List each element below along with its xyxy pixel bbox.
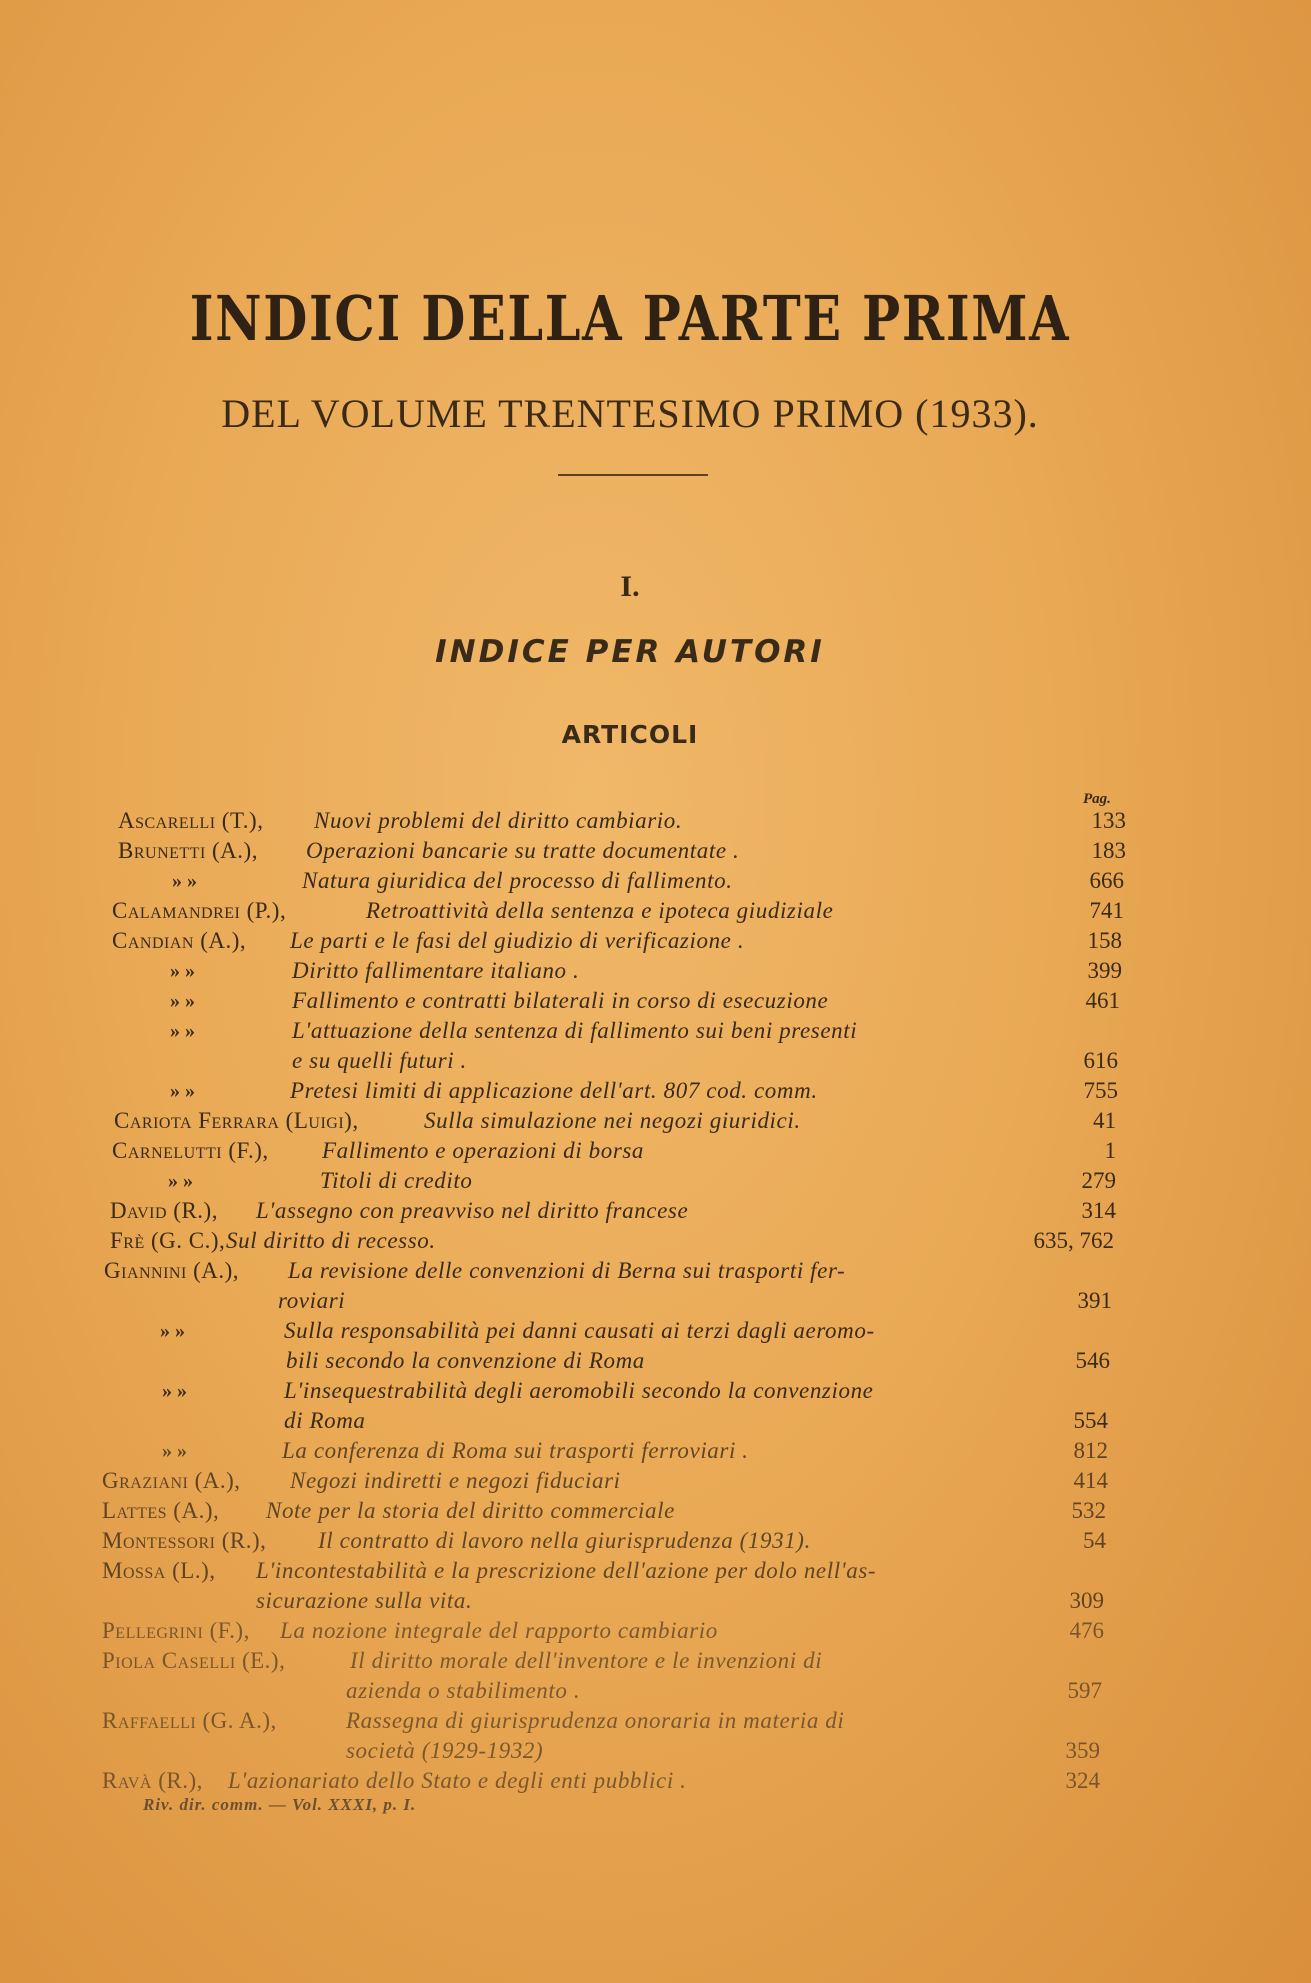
entry-page-number: 279 — [1081, 1168, 1116, 1193]
index-entry — [0, 836, 1311, 866]
entry-ditto-mark: » » — [162, 1380, 187, 1402]
index-entry — [0, 1736, 1311, 1766]
entry-author: Piola Caselli (E.), — [102, 1648, 286, 1673]
entry-title: Operazioni bancarie su tratte documentate . — [306, 838, 740, 863]
entry-author: Montessori (R.), — [102, 1528, 267, 1553]
entry-page-number: 635, 762 — [1033, 1228, 1114, 1253]
entry-page-number: 1 — [1104, 1138, 1116, 1163]
entry-title: Diritto fallimentare italiano . — [292, 958, 580, 983]
entry-title: Natura giuridica del processo di fallimento. — [302, 868, 733, 893]
entry-page-number: 158 — [1087, 928, 1122, 953]
index-entry — [0, 1226, 1311, 1256]
entry-author: David (R.), — [110, 1198, 218, 1223]
page-column-label: Pag. — [1083, 791, 1111, 807]
section-number: I. — [620, 570, 640, 603]
entry-title: Le parti e le fasi del giudizio di verificazione . — [290, 928, 745, 953]
entry-title: Retroattività della sentenza e ipoteca giudiziale — [366, 898, 834, 923]
section-title: INDICE PER AUTORI — [435, 634, 825, 670]
entry-ditto-mark: » » — [170, 1020, 195, 1042]
index-entry — [0, 1376, 1311, 1406]
entry-page-number: 532 — [1071, 1498, 1106, 1523]
entry-author: Cariota Ferrara (Luigi), — [114, 1108, 359, 1133]
entry-page-number: 597 — [1067, 1678, 1102, 1703]
entry-page-number: 314 — [1081, 1198, 1116, 1223]
entry-title: La conferenza di Roma sui trasporti ferroviari . — [282, 1438, 749, 1463]
entry-title: Titoli di credito — [320, 1168, 473, 1193]
entry-page-number: 812 — [1073, 1438, 1108, 1463]
entry-author: Frè (G. C.), — [110, 1228, 226, 1253]
entry-author: Graziani (A.), — [102, 1468, 241, 1493]
entry-title: Negozi indiretti e negozi fiduciari — [290, 1468, 621, 1493]
entry-page-number: 755 — [1083, 1078, 1118, 1103]
index-entry — [0, 956, 1311, 986]
subsection-title: ARTICOLI — [561, 720, 699, 749]
entry-page-number: 324 — [1065, 1768, 1100, 1793]
entry-title: società (1929-1932) — [346, 1738, 544, 1763]
entry-page-number: 133 — [1091, 808, 1126, 833]
entry-author: Raffaelli (G. A.), — [102, 1708, 277, 1733]
entry-title: sicurazione sulla vita. — [256, 1588, 473, 1613]
index-entry — [0, 1166, 1311, 1196]
entry-title: Il diritto morale dell'inventore e le invenzioni di — [350, 1648, 823, 1673]
entry-author: Mossa (L.), — [102, 1558, 216, 1583]
entry-author: Brunetti (A.), — [118, 838, 258, 863]
entry-title: L'insequestrabilità degli aeromobili secondo la convenzione — [284, 1378, 874, 1403]
entry-title: Sulla simulazione nei negozi giuridici. — [424, 1108, 801, 1133]
entry-title: di Roma — [284, 1408, 366, 1433]
entry-page-number: 391 — [1077, 1288, 1112, 1313]
entry-page-number: 309 — [1069, 1588, 1104, 1613]
index-entry — [0, 896, 1311, 926]
entry-page-number: 461 — [1085, 988, 1120, 1013]
index-entry — [0, 986, 1311, 1016]
index-entry — [0, 1706, 1311, 1736]
entry-title: La nozione integrale del rapporto cambiario — [280, 1618, 718, 1643]
entry-title: bili secondo la convenzione di Roma — [286, 1348, 645, 1373]
entry-title: L'azionariato dello Stato e degli enti pubblici . — [228, 1768, 687, 1793]
entry-title: La revisione delle convenzioni di Berna sui trasporti fer- — [288, 1258, 846, 1283]
entry-title: Il contratto di lavoro nella giurisprudenza (1931). — [318, 1528, 811, 1553]
entry-author: Calamandrei (P.), — [112, 898, 287, 923]
index-entry — [0, 1076, 1311, 1106]
entry-title: L'incontestabilità e la prescrizione dell'azione per dolo nell'as- — [256, 1558, 877, 1583]
entry-ditto-mark: » » — [168, 1170, 193, 1192]
entry-page-number: 546 — [1075, 1348, 1110, 1373]
entry-title: azienda o stabilimento . — [346, 1678, 581, 1703]
index-entry — [0, 1346, 1311, 1376]
entry-page-number: 554 — [1073, 1408, 1108, 1433]
index-entry — [0, 1496, 1311, 1526]
entry-page-number: 476 — [1069, 1618, 1104, 1643]
index-entry — [0, 1676, 1311, 1706]
entry-title: Pretesi limiti di applicazione dell'art. 807 cod. comm. — [290, 1078, 818, 1103]
index-entry — [0, 1616, 1311, 1646]
index-entry — [0, 1586, 1311, 1616]
index-entry — [0, 1046, 1311, 1076]
entry-title: Note per la storia del diritto commerciale — [266, 1498, 675, 1523]
index-entry — [0, 1016, 1311, 1046]
entry-author: Ravà (R.), — [102, 1768, 203, 1793]
index-entry — [0, 1556, 1311, 1586]
entry-ditto-mark: » » — [172, 870, 197, 892]
entry-title: L'assegno con preavviso nel diritto francese — [256, 1198, 689, 1223]
index-entry — [0, 1766, 1311, 1796]
index-entry — [0, 1256, 1311, 1286]
index-entry — [0, 1136, 1311, 1166]
entry-ditto-mark: » » — [162, 1440, 187, 1462]
index-entry — [0, 1106, 1311, 1136]
entry-ditto-mark: » » — [160, 1320, 185, 1342]
entry-title: Sul diritto di recesso. — [226, 1228, 436, 1253]
entry-page-number: 741 — [1089, 898, 1124, 923]
index-entry — [0, 866, 1311, 896]
entry-title: Fallimento e operazioni di borsa — [322, 1138, 645, 1163]
page-subtitle: DEL VOLUME TRENTESIMO PRIMO (1933). — [221, 391, 1039, 436]
entry-author: Giannini (A.), — [104, 1258, 239, 1283]
entry-page-number: 414 — [1073, 1468, 1108, 1493]
entry-ditto-mark: » » — [170, 1080, 195, 1102]
entry-page-number: 666 — [1089, 868, 1124, 893]
index-entry — [0, 1316, 1311, 1346]
entry-title: Fallimento e contratti bilaterali in corso di esecuzione — [292, 988, 829, 1013]
index-entry — [0, 1286, 1311, 1316]
index-entry — [0, 1436, 1311, 1466]
index-entry — [0, 1196, 1311, 1226]
entry-page-number: 616 — [1083, 1048, 1118, 1073]
entry-author: Ascarelli (T.), — [118, 808, 264, 833]
index-entry — [0, 1466, 1311, 1496]
entry-author: Pellegrini (F.), — [102, 1618, 250, 1643]
entry-page-number: 399 — [1087, 958, 1122, 983]
entry-page-number: 54 — [1083, 1528, 1106, 1553]
index-entry — [0, 806, 1311, 836]
entry-author: Lattes (A.), — [102, 1498, 220, 1523]
entry-title: Nuovi problemi del diritto cambiario. — [314, 808, 683, 833]
entry-title: L'attuazione della sentenza di fallimento sui beni presenti — [292, 1018, 858, 1043]
entry-page-number: 183 — [1091, 838, 1126, 863]
index-entry — [0, 926, 1311, 956]
entry-title: roviari — [278, 1288, 346, 1313]
index-entry — [0, 1526, 1311, 1556]
entry-title: Rassegna di giurisprudenza onoraria in materia di — [346, 1708, 845, 1733]
entry-author: Candian (A.), — [112, 928, 247, 953]
entry-title: Sulla responsabilità pei danni causati ai terzi dagli aeromo- — [284, 1318, 875, 1343]
index-entry — [0, 1406, 1311, 1436]
entry-ditto-mark: » » — [170, 990, 195, 1012]
index-entry — [0, 1646, 1311, 1676]
entry-page-number: 41 — [1093, 1108, 1116, 1133]
entry-page-number: 359 — [1065, 1738, 1100, 1763]
page-title: INDICI DELLA PARTE PRIMA — [189, 282, 1071, 355]
entry-title: e su quelli futuri . — [292, 1048, 467, 1073]
entry-ditto-mark: » » — [170, 960, 195, 982]
footer-citation: Riv. dir. comm. — Vol. XXXI, p. I. — [143, 1795, 417, 1814]
entry-author: Carnelutti (F.), — [112, 1138, 269, 1163]
